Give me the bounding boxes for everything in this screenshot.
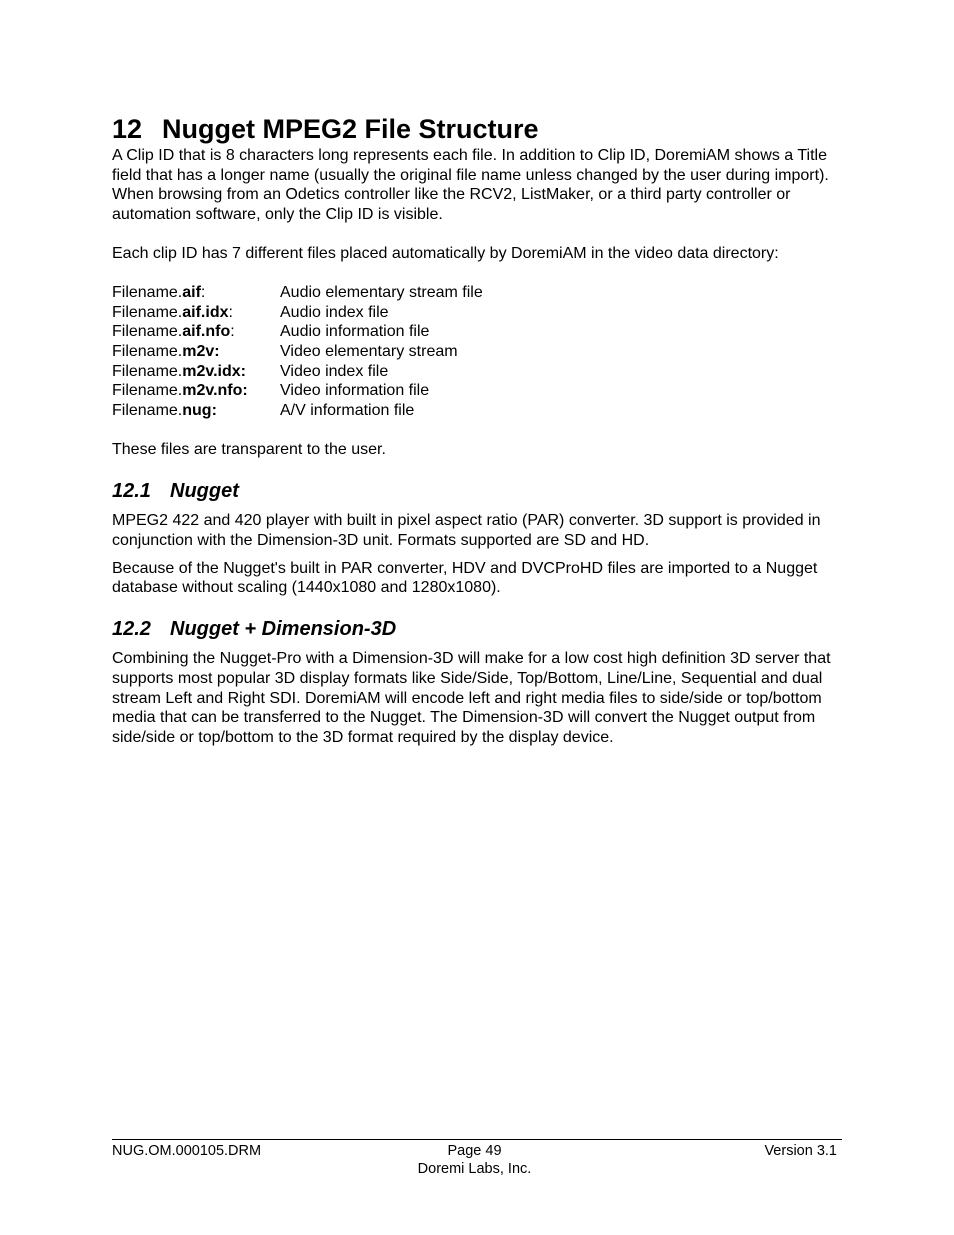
chapter-heading (112, 112, 837, 146)
section-heading-dimension-3d: 12.2 Nugget + Dimension-3D (112, 618, 397, 641)
footer-company: Doremi Labs, Inc. (417, 1161, 532, 1177)
footer-version: Version 3.1 (764, 1143, 837, 1159)
file-list-item: Filename.m2v.nfo: Video information file (112, 382, 430, 400)
transparent-note: These files are transparent to the user. (112, 440, 386, 458)
file-list-item: Filename.aif.idx: Audio index file (112, 303, 389, 321)
footer-divider (112, 1139, 842, 1140)
section-1-paragraph-2: Because of the Nugget's built in PAR converter, HDV and DVCProHD files are imported to a Nugget database without scaling (1440x1080 and 1280x1080). (112, 559, 818, 597)
page-content (112, 112, 837, 747)
footer-doc-id: NUG.OM.000105.DRM (112, 1143, 262, 1159)
section-1-paragraph-1: MPEG2 422 and 420 player with built in pixel aspect ratio (PAR) converter. 3D support is provided in conjunction with the Dimension-3D unit. Formats supported are SD and HD. (112, 512, 821, 549)
footer-center (112, 1142, 837, 1178)
file-list (112, 283, 837, 420)
section-2-paragraph-1: Combining the Nugget-Pro with a Dimension-3D will make for a low cost high definition 3D server that supports most popular 3D display formats like Side/Side, Top/Bottom, Line/Line, Sequential and dual stream Left and Right SDI. DoremiAM will encode left and right media files to side/side or top/bottom media that can be transferred to the Nugget. The Dimension-3D will convert the Nugget output from side/side or top/bottom to the 3D format required by the display device. (112, 650, 831, 746)
file-list-item: Filename.nug: A/V information file (112, 401, 415, 419)
file-list-item: Filename.m2v.idx: Video index file (112, 362, 389, 380)
section-heading-nugget: 12.1 Nugget (112, 480, 239, 503)
footer-page-number: Page 49 (447, 1143, 502, 1159)
file-list-item: Filename.m2v: Video elementary stream (112, 342, 458, 360)
chapter-number: 12 (112, 114, 143, 144)
file-list-item: Filename.aif.nfo: Audio information file (112, 323, 430, 341)
file-list-item: Filename.aif: Audio elementary stream file (112, 284, 483, 302)
intro-paragraph-2: Each clip ID has 7 different files placed automatically by DoremiAM in the video data directory: (112, 244, 779, 262)
chapter-title: Nugget MPEG2 File Structure (162, 114, 539, 144)
intro-paragraph-1: A Clip ID that is 8 characters long represents each file. In addition to Clip ID, DoremiAM shows a Title field that has a longer name (usually the original file name unless changed by the user during import). When browsing from an Odetics controller like the RCV2, ListMaker, or a third party controller or automation software, only the Clip ID is visible. (112, 147, 829, 223)
